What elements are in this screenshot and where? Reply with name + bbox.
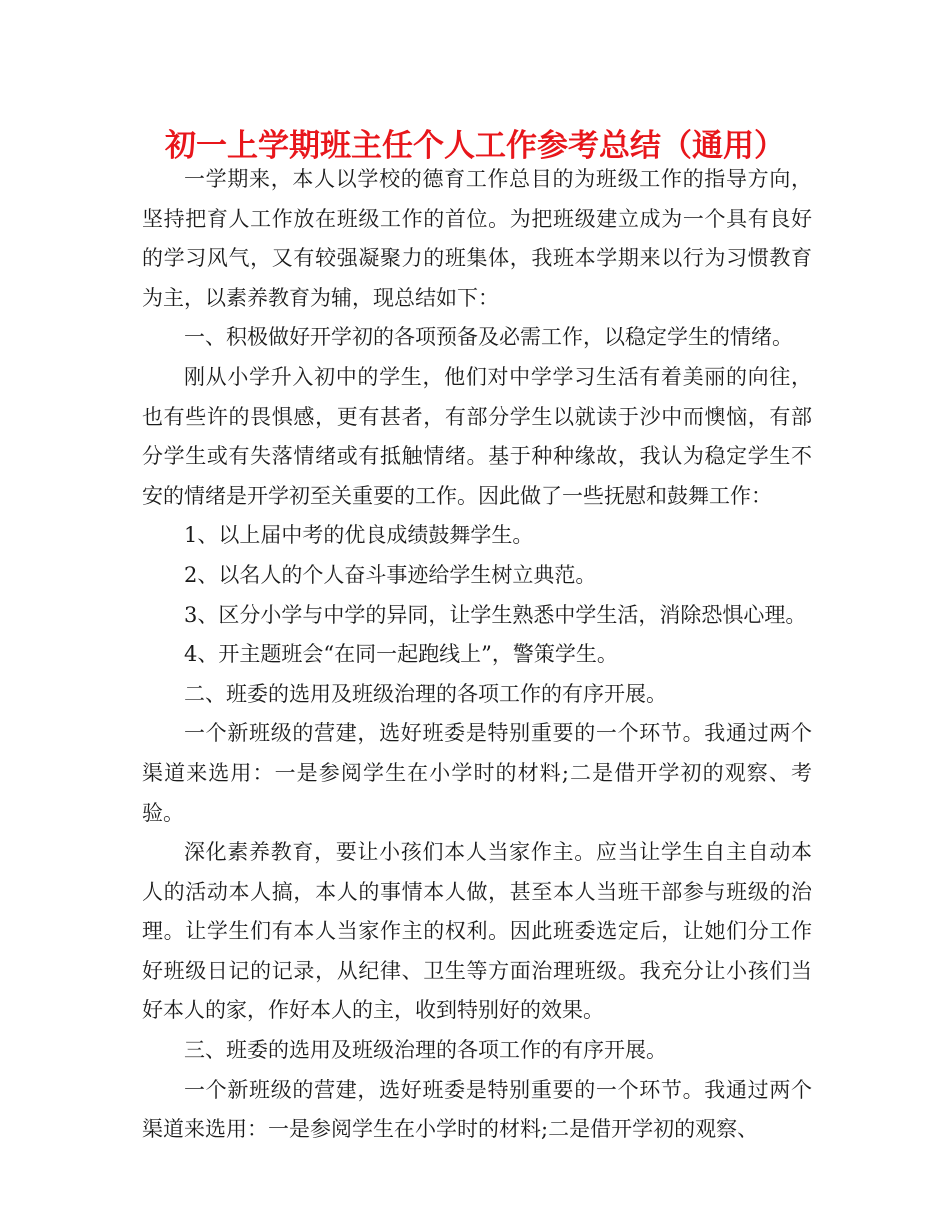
section-heading-3: 三、班委的选用及班级治理的各项工作的有序开展。 xyxy=(184,1038,667,1063)
list-item: 3、区分小学与中学的异同，让学生熟悉中学生活，消除恐惧心理。 xyxy=(184,602,807,627)
paragraph: 刚从小学升入初中的学生，他们对中学学习生活有着美丽的向往，也有些许的畏惧感，更有甚者，有部分学生以就读于沙中而懊恼，有部分学生或有失落情绪或有抵触情绪。基于种种缘故，我认为稳定学生不安的情绪是开学初至关重要的工作。因此做了一些抚慰和鼓舞工作： xyxy=(142,364,812,508)
section-heading-1: 一、积极做好开学初的各项预备及必需工作，以稳定学生的情绪。 xyxy=(184,325,793,350)
list-item: 4、开主题班会“在同一起跑线上”，警策学生。 xyxy=(184,642,618,667)
document-title: 初一上学期班主任个人工作参考总结（通用） xyxy=(165,128,785,164)
list-item: 2、以名人的个人奋斗事迹给学生树立典范。 xyxy=(184,562,597,587)
list-item: 1、以上届中考的优良成绩鼓舞学生。 xyxy=(184,523,534,548)
paragraph: 深化素养教育，要让小孩们本人当家作主。应当让学生自主自动本人的活动本人搞，本人的事情本人做，甚至本人当班干部参与班级的治理。让学生们有本人当家作主的权利。因此班委选定后，让她们分工作好班级日记的记录，从纪律、卫生等方面治理班级。我充分让小孩们当好本人的家，作好本人的主，收到特别好的效果。 xyxy=(142,840,812,1023)
document-body xyxy=(142,160,812,1150)
paragraph: 一个新班级的营建，选好班委是特别重要的一个环节。我通过两个渠道来选用：一是参阅学生在小学时的材料;二是借开学初的观察、 xyxy=(142,1077,812,1142)
paragraph-intro: 一学期来，本人以学校的德育工作总目的为班级工作的指导方向，坚持把育人工作放在班级工作的首位。为把班级建立成为一个具有良好的学习风气，又有较强凝聚力的班集体，我班本学期来以行为习惯教育为主，以素养教育为辅，现总结如下： xyxy=(142,167,812,310)
paragraph: 一个新班级的营建，选好班委是特别重要的一个环节。我通过两个渠道来选用：一是参阅学生在小学时的材料;二是借开学初的观察、考验。 xyxy=(142,721,812,825)
section-heading-2: 二、班委的选用及班级治理的各项工作的有序开展。 xyxy=(184,681,667,706)
